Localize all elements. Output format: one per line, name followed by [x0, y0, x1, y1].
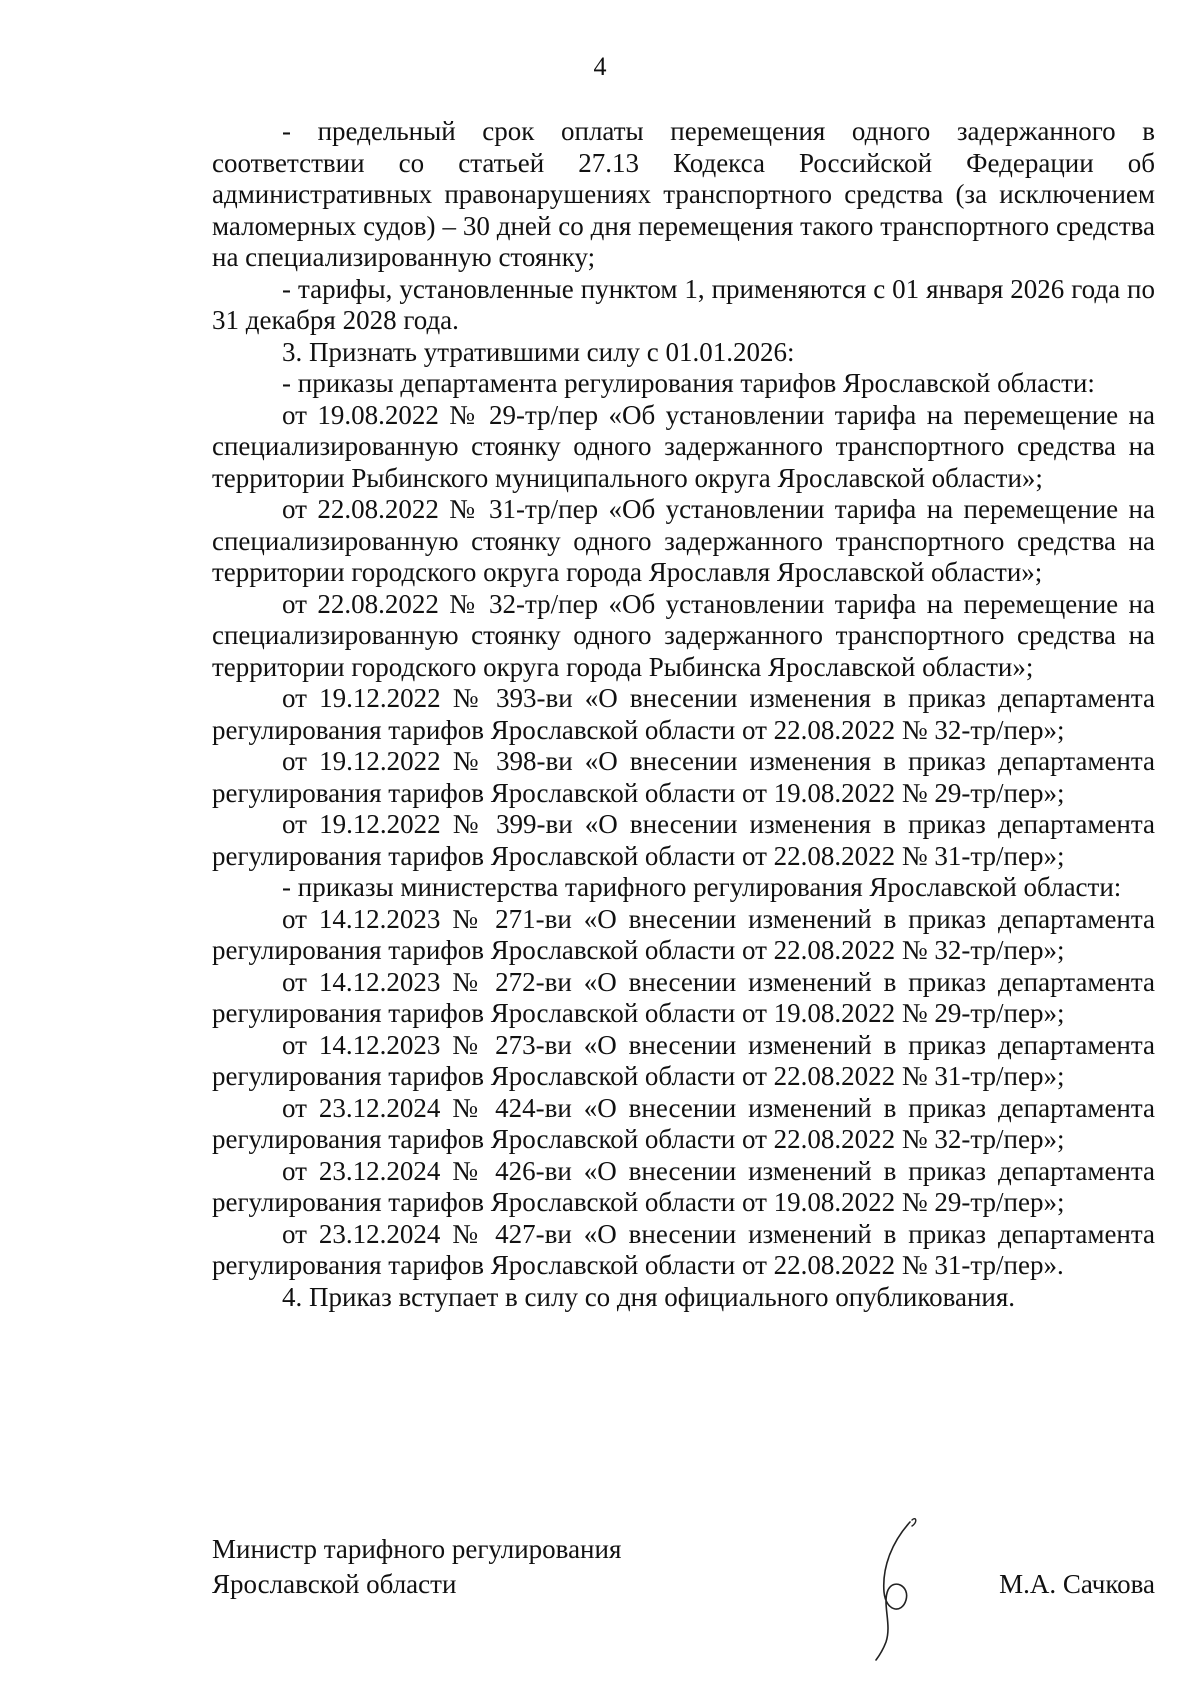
handwritten-signature-icon — [852, 1512, 942, 1662]
paragraph-order-271-vi: от 14.12.2023 № 271-ви «О внесении изменений в приказ департамента регулирования тарифов Ярославской области от 22.08.2022 № 32-тр/пер»; — [212, 903, 1155, 965]
paragraph-order-32-tr-per: от 22.08.2022 № 32-тр/пер «Об установлении тарифа на перемещение на специализированную стоянку одного задержанного транспортного средства на территории городского округа города Рыбинска Ярославской области»; — [212, 588, 1155, 682]
page-number: 4 — [593, 52, 607, 81]
paragraph-storage-payment-deadline: - предельный срок оплаты перемещения одного задержанного в соответствии со статьей 27.13 Кодекса Российской Федерации об административных правонарушениях транспортного средства (за исключением маломерных судов) – 30 дней со дня перемещения такого транспортного средства на специализированную стоянку; — [212, 116, 1155, 272]
signatory-title-line1: Министр тарифного регулирования — [212, 1534, 622, 1564]
signatory-title — [212, 1532, 621, 1602]
paragraph-effective-date: 4. Приказ вступает в силу со дня официального опубликования. — [282, 1281, 1016, 1312]
paragraph-tariff-period: - тарифы, установленные пунктом 1, применяются с 01 января 2026 года по 31 декабря 2028 года. — [212, 273, 1155, 335]
paragraph-ministry-orders-heading: - приказы министерства тарифного регулирования Ярославской области: — [282, 872, 1122, 902]
paragraph-department-orders-heading: - приказы департамента регулирования тарифов Ярославской области: — [282, 368, 1095, 398]
paragraph-order-427-vi: от 23.12.2024 № 427-ви «О внесении изменений в приказ департамента регулирования тарифов Ярославской области от 22.08.2022 № 31-тр/пер». — [212, 1218, 1155, 1280]
signatory-name: М.А. Сачкова — [999, 1569, 1155, 1599]
paragraph-order-424-vi: от 23.12.2024 № 424-ви «О внесении изменений в приказ департамента регулирования тарифов Ярославской области от 22.08.2022 № 32-тр/пер»; — [212, 1092, 1155, 1154]
paragraph-order-399-vi: от 19.12.2022 № 399-ви «О внесении изменения в приказ департамента регулирования тарифов Ярославской области от 22.08.2022 № 31-тр/пер»; — [212, 809, 1155, 871]
paragraph-order-273-vi: от 14.12.2023 № 273-ви «О внесении изменений в приказ департамента регулирования тарифов Ярославской области от 22.08.2022 № 31-тр/пер»; — [212, 1029, 1155, 1091]
signature-block — [212, 1532, 1155, 1652]
paragraph-order-29-tr-per: от 19.08.2022 № 29-тр/пер «Об установлении тарифа на перемещение на специализированную стоянку одного задержанного транспортного средства на территории Рыбинского муниципального округа Ярославской области»; — [212, 399, 1155, 493]
paragraph-item-3-heading: 3. Признать утратившими силу с 01.01.2026: — [282, 336, 795, 367]
paragraph-order-272-vi: от 14.12.2023 № 272-ви «О внесении изменений в приказ департамента регулирования тарифов Ярославской области от 19.08.2022 № 29-тр/пер»; — [212, 966, 1155, 1028]
paragraph-order-393-vi: от 19.12.2022 № 393-ви «О внесении изменения в приказ департамента регулирования тарифов Ярославской области от 22.08.2022 № 32-тр/пер»; — [212, 683, 1155, 745]
signatory-title-line2: Ярославской области — [212, 1569, 457, 1599]
paragraph-order-426-vi: от 23.12.2024 № 426-ви «О внесении изменений в приказ департамента регулирования тарифов Ярославской области от 19.08.2022 № 29-тр/пер»; — [212, 1155, 1155, 1217]
paragraph-order-31-tr-per: от 22.08.2022 № 31-тр/пер «Об установлении тарифа на перемещение на специализированную стоянку одного задержанного транспортного средства на территории городского округа города Ярославля Ярославской области»; — [212, 494, 1155, 587]
paragraph-order-398-vi: от 19.12.2022 № 398-ви «О внесении изменения в приказ департамента регулирования тарифов Ярославской области от 19.08.2022 № 29-тр/пер»; — [212, 746, 1155, 808]
document-body — [212, 116, 1155, 1313]
